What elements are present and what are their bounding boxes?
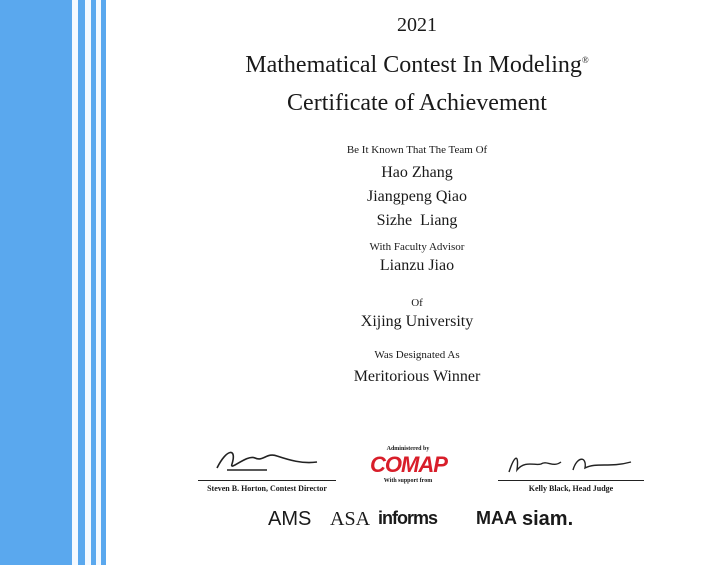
decorative-stripe [101,0,106,565]
sponsor-asa: ASA [330,508,371,530]
signature-left-title: Steven B. Horton, Contest Director [198,480,336,493]
registered-mark: ® [581,55,589,65]
contest-title [110,52,724,79]
signature-right-title: Kelly Black, Head Judge [498,480,644,493]
of-label: Of [411,297,423,309]
designation-label: Was Designated As [374,349,460,361]
sponsor-siam: siam. [522,508,574,530]
team-member: Jiangpeng Qiao [367,188,467,205]
team-member: Sizhe Liang [376,212,458,229]
team-member: Hao Zhang [381,164,453,181]
certificate-subtitle: Certificate of Achievement [287,90,547,116]
advisor-label: With Faculty Advisor [369,241,465,253]
advisor-name: Lianzu Jiao [379,257,455,274]
administrator-block [370,446,446,484]
sponsor-maa: MAA [476,508,517,528]
intro-line: Be It Known That The Team Of [346,144,488,156]
contest-title-text: Mathematical Contest In Modeling [245,52,582,78]
certificate-year: 2021 [397,14,437,36]
signature-scribble-left [207,446,327,476]
comap-logo: COMAP [370,452,447,477]
administered-by-label: Administered by [386,446,430,452]
signature-scribble-right [501,450,641,476]
decorative-stripe [78,0,85,565]
sponsor-informs: informs [378,508,438,528]
decorative-band [0,0,72,565]
designation: Meritorious Winner [353,368,481,385]
signature-right [498,450,644,493]
university-name: Xijing University [360,313,474,330]
signature-left [198,446,336,493]
sponsor-ams: AMS [268,508,312,530]
support-label: With support from [383,478,433,484]
